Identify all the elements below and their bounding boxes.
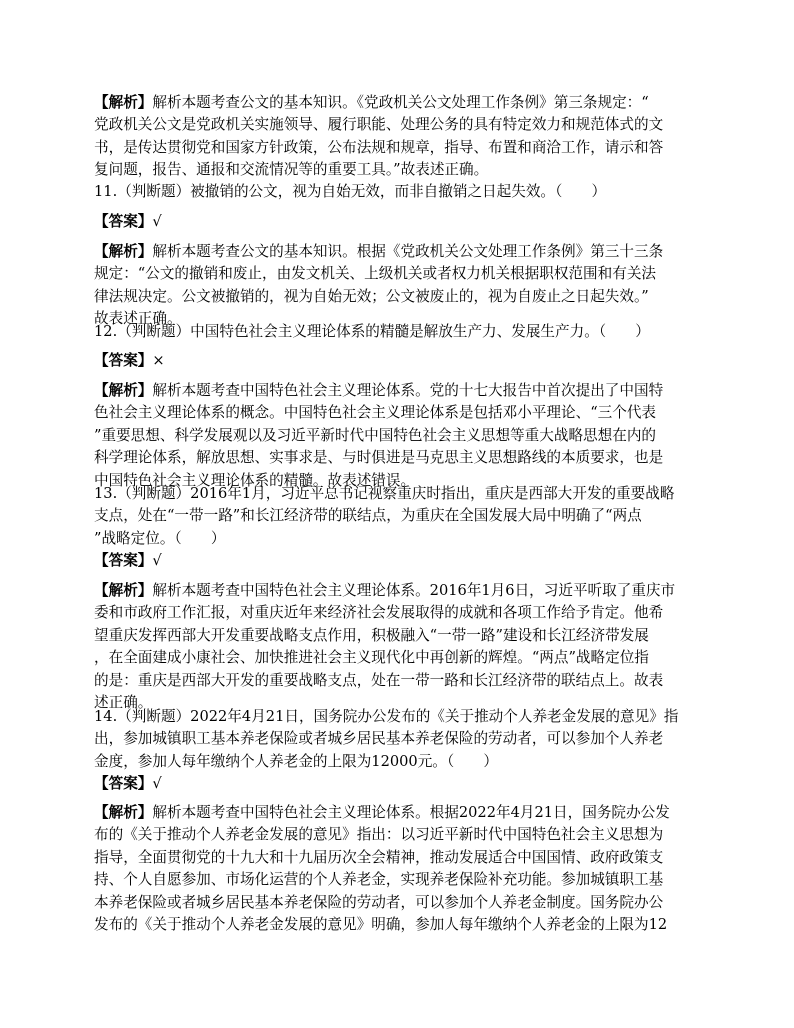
question-12 (94, 321, 706, 343)
analysis-line: 中国特色社会主义理论体系的精髓。故表述错误。 (94, 471, 416, 489)
analysis-label: 【解析】 (94, 582, 153, 599)
answer-label: 【答案】 (94, 552, 153, 569)
answer-14 (94, 773, 706, 795)
answer-line (94, 350, 706, 372)
answer-line (94, 211, 706, 233)
analysis-text: 解析本题考查公文的基本知识。根据《党政机关公文处理工作条例》第三十三条 (152, 243, 664, 260)
analysis-line: 书，是传达贯彻党和国家方针政策，公布法规和规章，指导、布置和商洽工作，请示和答 (94, 138, 664, 156)
analysis-paragraph-11 (94, 241, 706, 331)
answer-label: 【答案】 (94, 352, 153, 369)
analysis-label: 【解析】 (94, 804, 153, 821)
question-11 (94, 181, 706, 203)
analysis-paragraph-13 (94, 580, 706, 714)
question-line: 12.（判断题）中国特色社会主义理论体系的精髓是解放生产力、发展生产力。（ ） (94, 323, 650, 340)
analysis-line: 布的《关于推动个人养老金发展的意见》指出：以习近平新时代中国特色社会主义思想为 (94, 826, 664, 844)
answer-label: 【答案】 (94, 213, 153, 230)
answer-12 (94, 350, 706, 372)
analysis-text: 解析本题考查中国特色社会主义理论体系。根据2022年4月21日，国务院办公发 (152, 804, 670, 821)
analysis-line: 本养老保险或者城乡居民基本养老保险的劳动者，可以参加个人养老金制度。国务院办公 (94, 893, 664, 911)
analysis-line: 指导，全面贯彻党的十九大和十九届历次全会精神，推动发展适合中国国情、政府政策支 (94, 848, 664, 866)
analysis-line: 望重庆发挥西部大开发重要战略支点作用，积极融入“一带一路”建设和长江经济带发展 (94, 626, 649, 644)
analysis-line: 科学理论体系，解放思想、实事求是、与时俱进是马克思主义思想路线的本质要求，也是 (94, 449, 664, 467)
analysis-line: 委和市政府工作汇报，对重庆近年来经济社会发展取得的成就和各项工作给予肯定。他希 (94, 604, 664, 622)
analysis-line: 发布的《关于推动个人养老金发展的意见》明确，参加人每年缴纳个人养老金的上限为12 (94, 915, 668, 933)
analysis-line (94, 380, 706, 402)
answer-11 (94, 211, 706, 233)
question-line: 11.（判断题）被撤销的公文，视为自始无效，而非自撤销之日起失效。（ ） (94, 183, 607, 200)
answer-value: √ (152, 775, 162, 792)
analysis-label: 【解析】 (94, 382, 153, 399)
analysis-line: ”重要思想、科学发展观以及习近平新时代中国特色社会主义思想等重大战略思想在内的 (94, 426, 657, 444)
analysis-line: 律法规决定。公文被撤销的，视为自始无效；公文被废止的，视为自废止之日起失效。” (94, 287, 649, 305)
analysis-line (94, 580, 706, 602)
analysis-label: 【解析】 (94, 243, 153, 260)
question-14 (94, 706, 706, 773)
analysis-text: 解析本题考查中国特色社会主义理论体系。党的十七大报告中首次提出了中国特 (152, 382, 664, 399)
analysis-line: 持、个人自愿参加、市场化运营的个人养老金，实现养老保险补充功能。参加城镇职工基 (94, 871, 664, 889)
answer-line (94, 550, 706, 572)
question-line: 金度，参加人每年缴纳个人养老金的上限为12000元。（ ） (94, 752, 498, 770)
answer-value: √ (152, 213, 162, 230)
analysis-line: 色社会主义理论体系的概念。中国特色社会主义理论体系是包括邓小平理论、“三个代表 (94, 404, 657, 422)
analysis-line: 述正确。 (94, 693, 153, 711)
question-13 (94, 483, 706, 550)
analysis-paragraph-10 (94, 92, 706, 182)
analysis-paragraph-14 (94, 802, 706, 936)
question-line: 出，参加城镇职工基本养老保险或者城乡居民基本养老保险的劳动者，可以参加个人养老 (94, 730, 664, 748)
analysis-line: 规定：“公文的撤销和废止，由发文机关、上级机关或者权力机关根据职权范围和有关法 (94, 265, 657, 283)
analysis-line (94, 802, 706, 824)
analysis-line: 故表述正确。 (94, 310, 182, 328)
analysis-paragraph-12 (94, 380, 706, 492)
answer-line (94, 773, 706, 795)
analysis-line (94, 92, 706, 114)
question-line: 13.（判断题）2016年1月，习近平总书记视察重庆时指出，重庆是西部大开发的重要战略 (94, 485, 675, 502)
analysis-line: 党政机关公文是党政机关实施领导、履行职能、处理公务的具有特定效力和规范体式的文 (94, 116, 664, 134)
analysis-text: 解析本题考查公文的基本知识。《党政机关公文处理工作条例》第三条规定：“ (152, 94, 649, 111)
analysis-text: 解析本题考查中国特色社会主义理论体系。2016年1月6日，习近平听取了重庆市 (152, 582, 676, 599)
question-line: 支点，处在“一带一路”和长江经济带的联结点，为重庆在全国发展大局中明确了“两点 (94, 507, 642, 525)
answer-label: 【答案】 (94, 775, 153, 792)
analysis-line (94, 241, 706, 263)
answer-value: × (152, 352, 165, 369)
analysis-line: 复问题，报告、通报和交流情况等的重要工具。”故表述正确。 (94, 161, 489, 179)
answer-13 (94, 550, 706, 572)
analysis-line: ，在全面建成小康社会、加快推进社会主义现代化中再创新的辉煌。“两点”战略定位指 (94, 649, 649, 667)
question-line: 14.（判断题）2022年4月21日，国务院办公发布的《关于推动个人养老金发展的意见》指 (94, 708, 679, 725)
analysis-line: 的是：重庆是西部大开发的重要战略支点，处在一带一路和长江经济带的联结点上。故表 (94, 671, 664, 689)
answer-value: √ (152, 552, 162, 569)
question-line: ”战略定位。（ ） (94, 529, 226, 547)
analysis-label: 【解析】 (94, 94, 153, 111)
